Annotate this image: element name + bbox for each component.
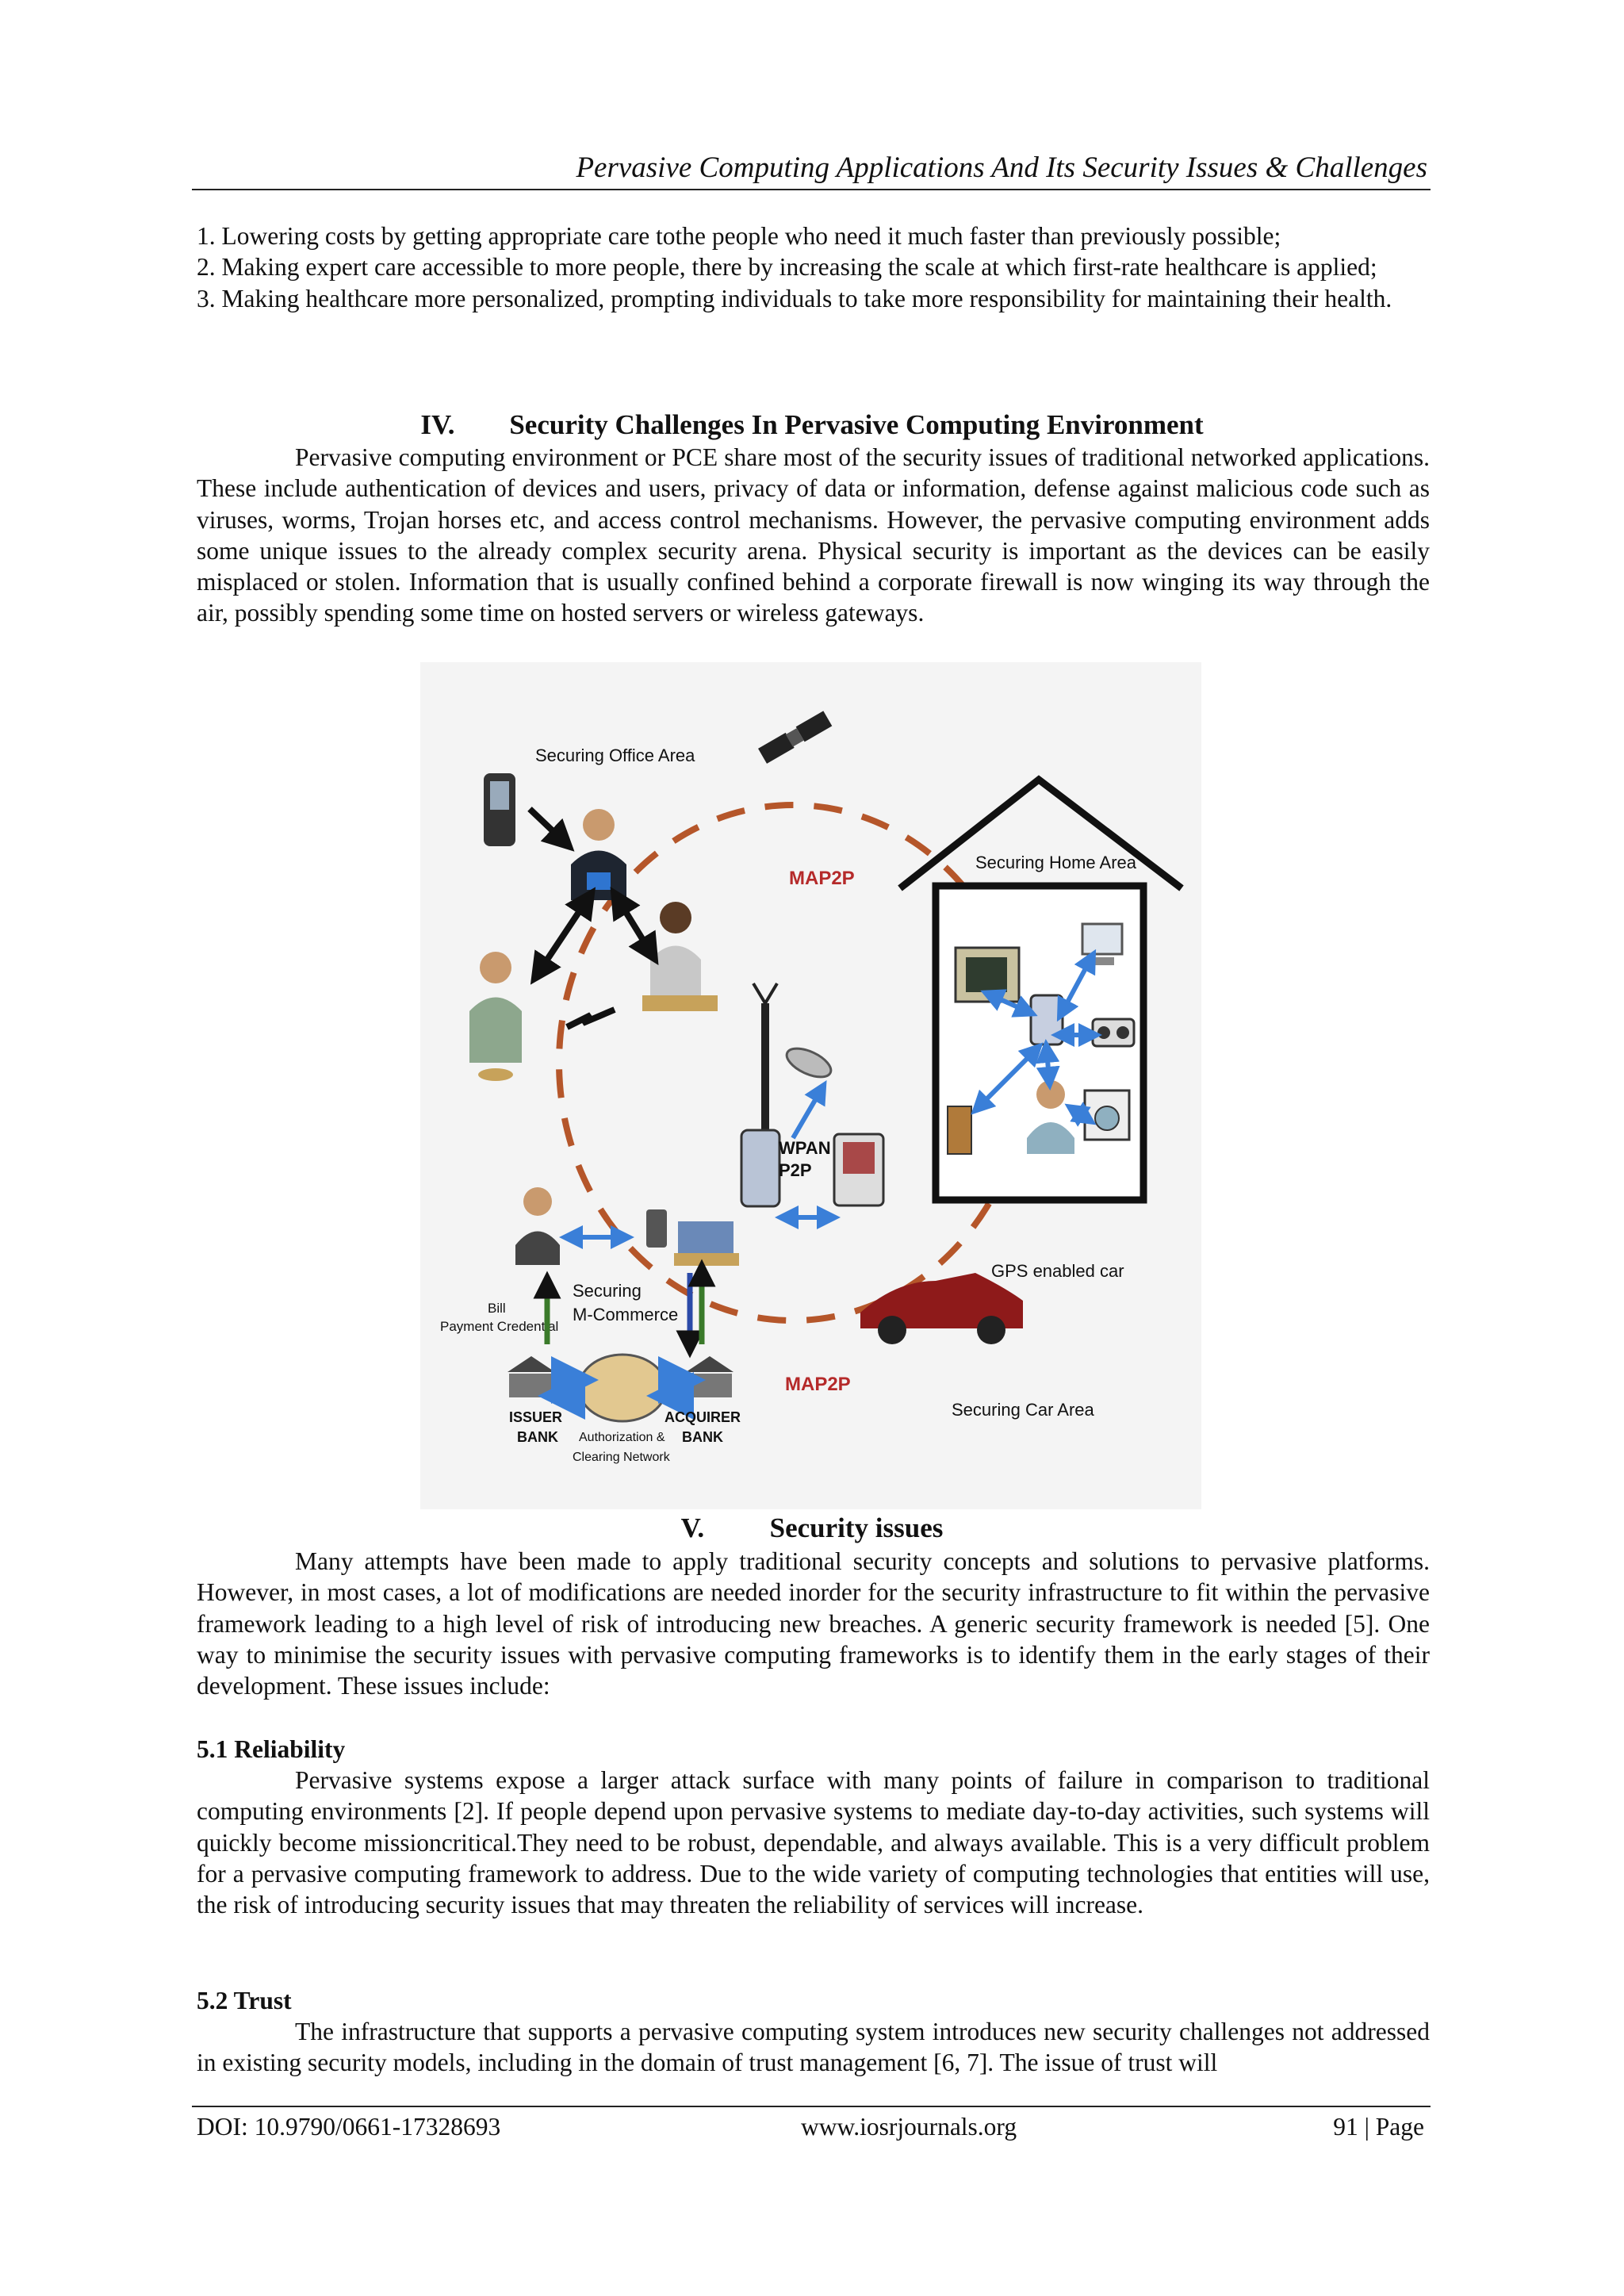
intro-list <box>197 220 1430 314</box>
acquirer-label-line2: BANK <box>682 1429 723 1445</box>
footer-rule <box>192 2106 1431 2107</box>
footer-site: www.iosrjournals.org <box>801 2113 1017 2141</box>
acquirer-label-line1: ACQUIRER <box>665 1409 741 1425</box>
footer-doi: DOI: 10.9790/0661-17328693 <box>197 2113 501 2141</box>
car-area-label: Securing Car Area <box>952 1400 1094 1420</box>
section-title: Security issues <box>769 1512 944 1543</box>
header-rule <box>192 189 1431 190</box>
section-4-body <box>197 442 1430 629</box>
radio-icon <box>1093 1019 1134 1046</box>
subsection-5-2-body <box>197 2016 1430 2079</box>
washing-machine-icon <box>1085 1091 1129 1140</box>
p2p-label: P2P <box>779 1160 812 1180</box>
list-item: 1. Lowering costs by getting appropriate care tothe people who need it much faster than previously possible; <box>197 222 1281 250</box>
issuer-label-line2: BANK <box>517 1429 558 1445</box>
issuer-label-line1: ISSUER <box>509 1409 563 1425</box>
fridge-icon <box>948 1106 971 1154</box>
list-item: 3. Making healthcare more personalized, prompting individuals to take more responsibility for maintaining their health. <box>197 284 1392 312</box>
subsection-5-2-title: 5.2 Trust <box>197 1987 292 2014</box>
map2p-bottom-label: MAP2P <box>785 1374 851 1395</box>
smartphone-icon <box>741 1130 779 1206</box>
bill-label-line2: Payment Credential <box>440 1319 559 1334</box>
section-5-body <box>197 1546 1430 1701</box>
office-label: Securing Office Area <box>535 746 695 765</box>
television-icon <box>956 948 1019 1002</box>
section-4-heading <box>0 408 1624 443</box>
map2p-top-label: MAP2P <box>789 868 855 889</box>
home-label: Securing Home Area <box>975 853 1136 872</box>
pda-device-icon <box>834 1134 883 1205</box>
mobile-phone-icon <box>484 773 515 846</box>
auth-label-line2: Clearing Network <box>573 1451 670 1464</box>
paragraph: Pervasive computing environment or PCE share most of the security issues of traditional networked applications. These include authentication of devices and users, privacy of data or information, defense against malicious code such as viruses, worms, Trojan horses etc, and access control mechanisms. However, the pervasive computing environment adds some unique issues to the already complex security arena. Physical security is important as the devices can be easily misplaced or stolen. Information that is usually confined behind a corporate firewall is now winging its way through the air, possibly spending some time on hosted servers or wireless gateways. <box>197 443 1430 627</box>
list-item: 2. Making expert care accessible to more people, there by increasing the scale at which first-rate healthcare is applied; <box>197 253 1377 282</box>
wpan-label: WPAN <box>779 1138 831 1158</box>
subsection-5-1-title: 5.1 Reliability <box>197 1735 346 1763</box>
section-number: V. <box>680 1512 705 1543</box>
paragraph: Many attempts have been made to apply traditional security concepts and solutions to pervasive platforms. However, in most cases, a lot of modifications are needed inorder for the security infrastructure to fit within the pervasive framework leading to a high level of risk of introducing new breaches. A generic security framework is needed [5]. One way to minimise the security issues with pervasive computing frameworks is to identify them in the early stages of their development. These issues include: <box>197 1547 1430 1700</box>
pda-icon <box>1031 995 1063 1045</box>
running-header: Pervasive Computing Applications And Its Security Issues & Challenges <box>576 151 1427 184</box>
section-5-heading <box>0 1511 1624 1546</box>
paragraph: The infrastructure that supports a pervasive computing system introduces new security challenges not addressed in existing security models, including in the domain of trust management [6, 7]. The issue of trust will <box>197 2018 1430 2077</box>
security-areas-figure <box>420 662 1201 1509</box>
auth-label-line1: Authorization & <box>579 1431 665 1444</box>
clearing-network-cloud-icon <box>579 1355 666 1421</box>
section-number: IV. <box>420 409 455 440</box>
section-title: Security Challenges In Pervasive Computing Environment <box>509 409 1204 440</box>
paragraph: Pervasive systems expose a larger attack surface with many points of failure in comparison to traditional computing environments [2]. If people depend upon pervasive systems to mediate day-to-day activities, such systems will quickly become missioncritical.They need to be robust, dependable, and always available. This is a very difficult problem for a pervasive computing framework to address. Due to the wide variety of computing technologies that entities will use, the risk of introducing security issues that may threaten the reliability of services will increase. <box>197 1766 1430 1919</box>
subsection-5-1-body <box>197 1765 1430 1920</box>
gps-car-label: GPS enabled car <box>991 1261 1124 1281</box>
mcommerce-label-line1: Securing <box>573 1281 642 1301</box>
mcommerce-label-line2: M-Commerce <box>573 1305 679 1324</box>
footer-page-number: 91 | Page <box>1333 2113 1424 2141</box>
bill-label-line1: Bill <box>488 1301 506 1316</box>
